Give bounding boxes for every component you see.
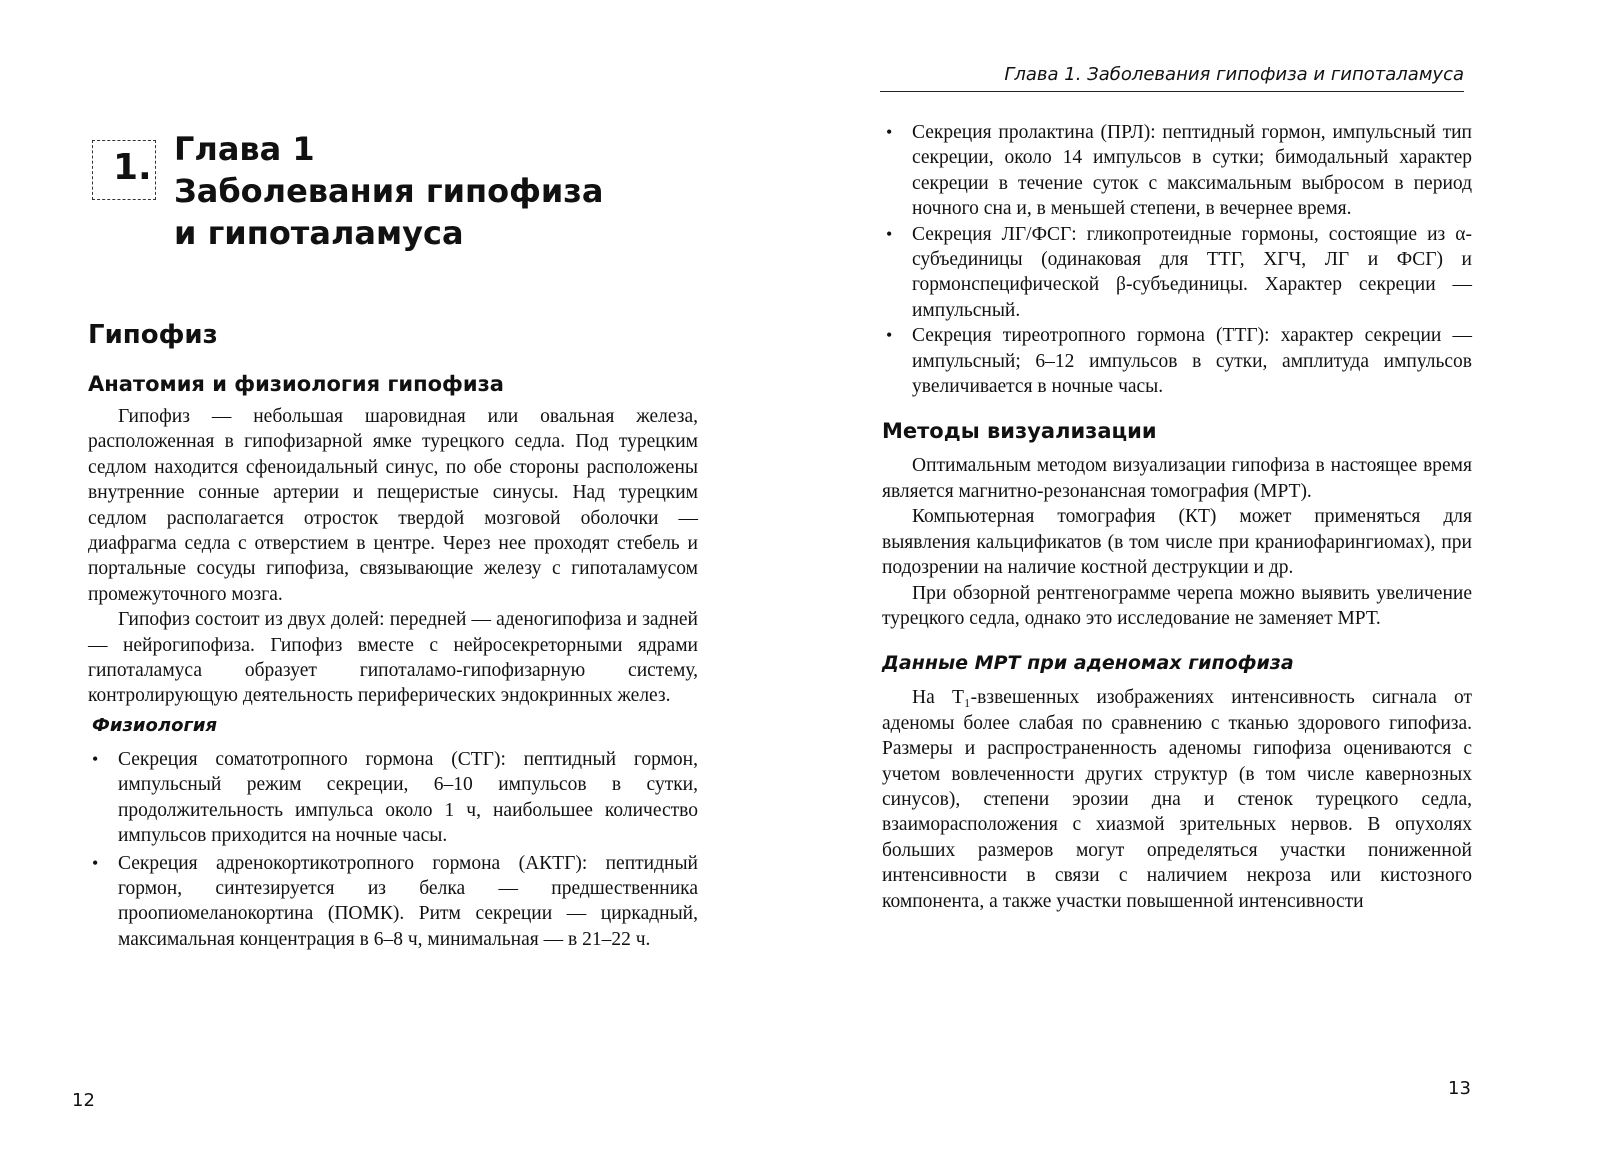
bullet-icon: • [92, 852, 99, 873]
list-item [88, 747, 698, 849]
paragraph: На T₁-взвешенных изображениях интенсивность сигнала от аденомы более слабая по сравнению с тканью здорового гипофиза. Размеры и распространенность аденомы гипофиза оцениваются с учетом вовлеченности других структур (в том числе кавернозных синусов), степени эрозии дна и стенок турецкого седла, взаиморасположения с хиазмой зрительных нервов. В опухолях больших размеров могут определяться участки пониженной интенсивности в связи с наличием некроза или кистозного компонента, а также участки повышенной интенсивности [882, 687, 1472, 912]
paragraph: Компьютерная томография (КТ) может применяться для выявления кальцификатов (в том числе при краниофарингиомах), при подозрении на наличие костной деструкции и др. [882, 506, 1472, 579]
list-item [882, 120, 1472, 222]
chapter-badge [92, 140, 156, 200]
italic-heading: Физиология [92, 714, 218, 736]
right-page [882, 0, 1510, 1157]
page-number: 13 [1448, 1078, 1471, 1099]
list-item-text: Секреция адренокортикотропного гормона (АКТГ): пептидный гормон, синтезируется из белка — предшественника проопиомеланокортина (ПОМК). Ритм секреции — циркадный, максимальная концентрация в 6–8 ч, минимальная — в 21–22 ч. [118, 852, 698, 950]
paragraph: Гипофиз — небольшая шаровидная или овальная железа, расположенная в гипофизарной ямке турецкого седла. Под турецким седлом находится сфеноидальный синус, по обе стороны расположены внутренние сонные артерии и пещеристые синусы. Над турецким седлом располагается отросток твердой мозговой оболочки — диафрагма седла с отверстием в центре. Через нее проходят стебель и портальные сосуды гипофиза, связывающие железу с гипоталамусом промежуточного мозга. [88, 406, 698, 605]
list-item-text: Секреция пролактина (ПРЛ): пептидный гормон, импульсный тип секреции, около 14 импульсов в сутки; бимодальный характер секреции в течение суток с максимальным выбросом в период ночного сна и, в меньшей степени, в вечернее время. [912, 122, 1472, 220]
left-page [72, 0, 708, 1157]
italic-heading: Данные МРТ при аденомах гипофиза [882, 652, 1294, 675]
chapter-badge-number: 1. [113, 147, 152, 188]
right-body [882, 120, 1472, 914]
list-item [88, 851, 698, 953]
bullet-icon: • [886, 223, 893, 244]
chapter-title-line2: и гипоталамуса [174, 214, 464, 252]
bullet-icon: • [886, 122, 893, 142]
chapter-title-line1: Заболевания гипофиза [174, 172, 604, 210]
chapter-number: Глава 1 [174, 130, 315, 168]
bullet-icon: • [886, 325, 893, 346]
bullet-list [882, 120, 1472, 399]
section-title: Гипофиз [88, 320, 218, 350]
list-item [882, 222, 1472, 324]
bullet-list [88, 747, 698, 952]
list-item-text: Секреция соматотропного гормона (СТГ): пептидный гормон, импульсный режим секреции, 6–10 импульсов в сутки, продолжительность импульса около 1 ч, наибольшее количество импульсов приходится на ночные часы. [118, 748, 698, 847]
left-body [88, 370, 698, 952]
paragraph: При обзорной рентгенограмме черепа можно выявить увеличение турецкого седла, однако это исследование не заменяет МРТ. [882, 582, 1472, 629]
paragraph: Оптимальным методом визуализации гипофиза в настоящее время является магнитно-резонансная томография (МРТ). [882, 455, 1472, 502]
chapter-heading [88, 128, 708, 268]
bullet-icon: • [92, 748, 99, 769]
running-head: Глава 1. Заболевания гипофиза и гипоталамуса [880, 64, 1464, 92]
subsection-title: Анатомия и физиология гипофиза [88, 372, 504, 396]
chapter-titles [174, 128, 603, 254]
page-number: 12 [72, 1090, 95, 1111]
list-item-text: Секреция ЛГ/ФСГ: гликопротеидные гормоны, состоящие из α-субъединицы (одинаковая для ТТГ, ХГЧ, ЛГ и ФСГ) и гормонспецифической β-субъединицы. Характер секреции — импульсный. [912, 223, 1472, 321]
paragraph: Гипофиз состоит из двух долей: передней — аденогипофиза и задней — нейрогипофиза. Гипофиз вместе с нейросекреторными ядрами гипоталамуса образует гипоталамо-гипофизарную систему, контролирующую деятельность периферических эндокринных желез. [88, 609, 698, 707]
list-item [882, 323, 1472, 399]
list-item-text: Секреция тиреотропного гормона (ТТГ): характер секреции — импульсный; 6–12 импульсов в сутки, амплитуда импульсов увеличивается в ночные часы. [912, 325, 1472, 398]
subsection-title: Методы визуализации [882, 419, 1157, 444]
